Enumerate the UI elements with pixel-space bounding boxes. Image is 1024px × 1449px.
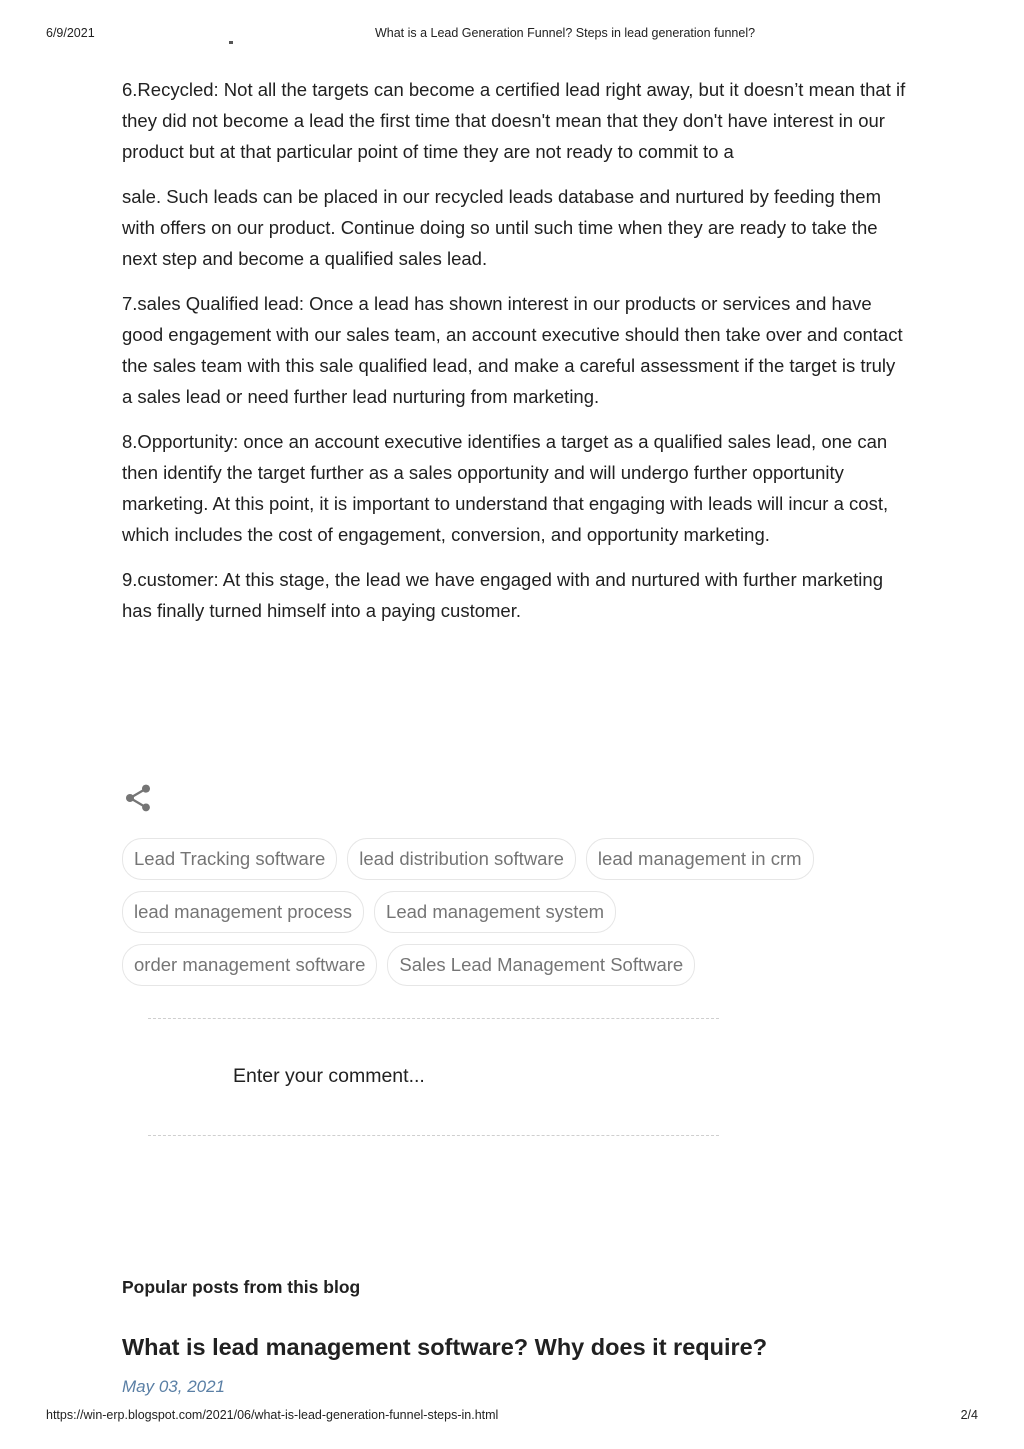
label-row [122,891,882,933]
paragraph-sales-qualified-lead: 7.sales Qualified lead: Once a lead has shown interest in our products or services and have good engagement with our sales team, an account executive should then take over and contact the sales team with this sale qualified lead, and make a careful assessment if the target is truly a sales lead or need further lead nurturing from marketing. [122,293,903,407]
label-chip[interactable]: order management software [122,944,377,986]
paragraph-recycled-part2: sale. Such leads can be placed in our recycled leads database and nurtured by feeding them with offers on our product. Continue doing so until such time when they are ready to take the next step and become a qualified sales lead. [122,186,881,269]
print-date: 6/9/2021 [46,26,95,40]
share-button[interactable] [122,782,154,814]
article-body [122,74,907,640]
label-chip[interactable]: Lead Tracking software [122,838,337,880]
paragraph-recycled-part1: 6.Recycled: Not all the targets can become a certified lead right away, but it doesn’t mean that if they did not become a lead the first time that doesn't mean that they don't have interest in our product but at that particular point of time they are not ready to commit to a [122,79,906,162]
print-url: https://win-erp.blogspot.com/2021/06/what-is-lead-generation-funnel-steps-in.html [46,1408,499,1422]
popular-post-title-link[interactable]: What is lead management software? Why does it require? [122,1334,768,1360]
print-header [0,24,1024,44]
cutoff-text-fragment [229,41,233,44]
print-page-number: 2/4 [960,1408,978,1422]
paragraph-customer: 9.customer: At this stage, the lead we have engaged with and nurtured with further marketing has finally turned himself into a paying customer. [122,569,883,621]
label-chip[interactable]: lead distribution software [347,838,576,880]
paragraph-opportunity: 8.Opportunity: once an account executive identifies a target as a qualified sales lead, one can then identify the target further as a sales opportunity and will undergo further opportunity marketing. At this point, it is important to understand that engaging with leads will incur a cost, which includes the cost of engagement, conversion, and opportunity marketing. [122,431,889,545]
label-chip[interactable]: lead management process [122,891,364,933]
label-row [122,944,882,986]
popular-post-date[interactable]: May 03, 2021 [122,1377,226,1396]
label-row [122,838,882,880]
comment-placeholder: Enter your comment... [233,1065,425,1087]
share-icon [122,782,154,814]
label-chip[interactable]: Sales Lead Management Software [387,944,695,986]
label-chip[interactable]: Lead management system [374,891,616,933]
post-labels [122,838,882,997]
popular-posts-heading: Popular posts from this blog [122,1277,361,1297]
print-page-title: What is a Lead Generation Funnel? Steps in lead generation funnel? [374,26,756,40]
comment-input[interactable] [148,1018,719,1136]
label-chip[interactable]: lead management in crm [586,838,814,880]
